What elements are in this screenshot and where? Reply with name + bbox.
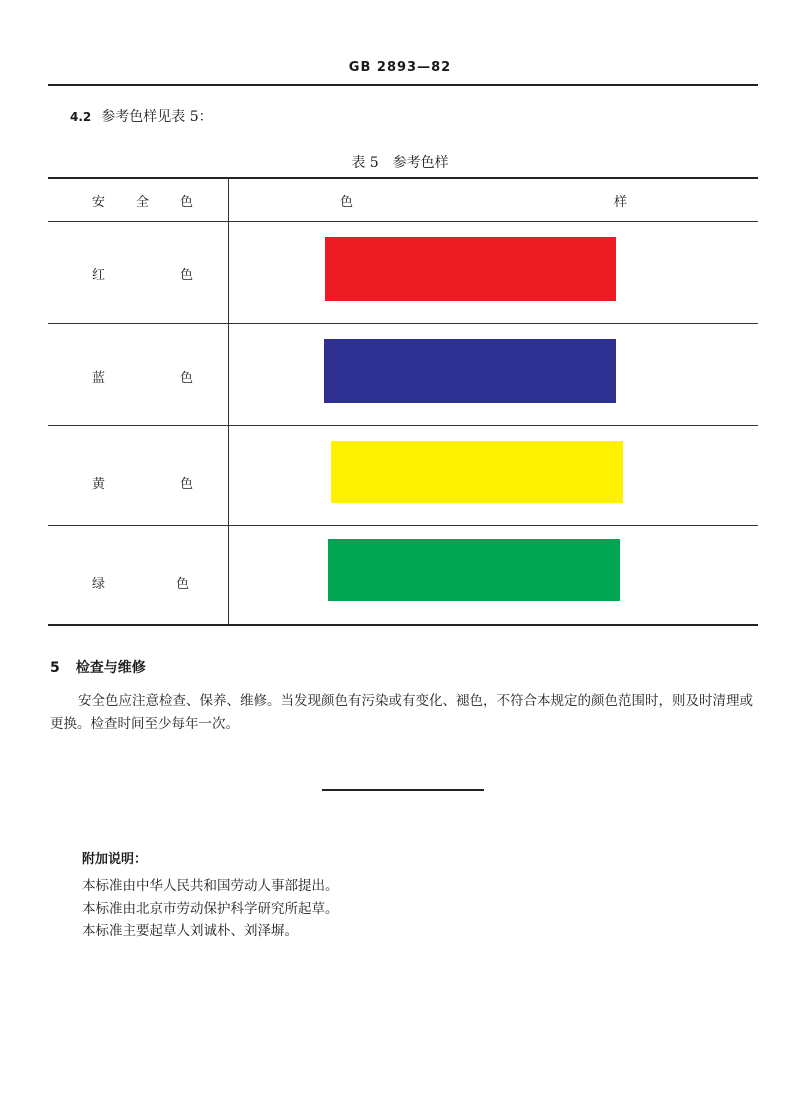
section-5-body: 安全色应注意检查、保养、维修。当发现颜色有污染或有变化、褪色，不符合本规定的颜色范围时，则及时清理或更换。检查时间至少每年一次。 bbox=[50, 693, 753, 732]
table-top-rule bbox=[48, 177, 758, 179]
header-safety-color-char: 色 bbox=[180, 195, 194, 210]
table-bottom-rule bbox=[48, 624, 758, 626]
header-safety-color-char: 全 bbox=[136, 195, 150, 210]
end-rule bbox=[322, 789, 484, 791]
yellow-color-swatch bbox=[331, 441, 623, 503]
section-5-title: 检查与维修 bbox=[75, 660, 146, 676]
section-4-2 bbox=[70, 106, 213, 126]
row-green-label-suffix: 色 bbox=[176, 577, 190, 592]
red-color-swatch bbox=[325, 237, 616, 301]
section-4-2-number: 4.2 bbox=[70, 110, 92, 124]
row-yellow-label: 黄 bbox=[92, 477, 106, 492]
table-row-rule bbox=[48, 323, 758, 324]
header-sample-char: 色 bbox=[340, 195, 354, 210]
table-row-rule bbox=[48, 425, 758, 426]
header-rule bbox=[48, 84, 758, 86]
notes-line: 本标准由中华人民共和国劳动人事部提出。 bbox=[82, 878, 339, 894]
row-blue-label-suffix: 色 bbox=[180, 371, 194, 386]
table-caption: 表 5 参考色样 bbox=[351, 155, 449, 171]
header-sample-char: 样 bbox=[614, 195, 628, 210]
header-safety-color-char: 安 bbox=[92, 195, 106, 210]
table-row-rule bbox=[48, 525, 758, 526]
section-5-number: 5 bbox=[50, 660, 60, 676]
row-red-label-suffix: 色 bbox=[180, 268, 194, 283]
row-yellow-label-suffix: 色 bbox=[180, 477, 194, 492]
notes-title: 附加说明： bbox=[82, 852, 148, 867]
notes-line: 本标准主要起草人刘诚朴、刘泽塀。 bbox=[82, 923, 298, 939]
notes-line: 本标准由北京市劳动保护科学研究所起草。 bbox=[82, 901, 339, 917]
blue-color-swatch bbox=[324, 339, 616, 403]
document-header: GB 2893—82 bbox=[348, 60, 452, 75]
section-4-2-text: 参考色样见表 5： bbox=[101, 109, 213, 125]
table-column-divider bbox=[228, 177, 229, 625]
row-green-label: 绿 bbox=[92, 577, 106, 592]
green-color-swatch bbox=[328, 539, 620, 601]
row-blue-label: 蓝 bbox=[92, 371, 106, 386]
row-red-label: 红 bbox=[92, 268, 106, 283]
table-header-rule bbox=[48, 221, 758, 222]
section-5-heading bbox=[50, 657, 146, 677]
